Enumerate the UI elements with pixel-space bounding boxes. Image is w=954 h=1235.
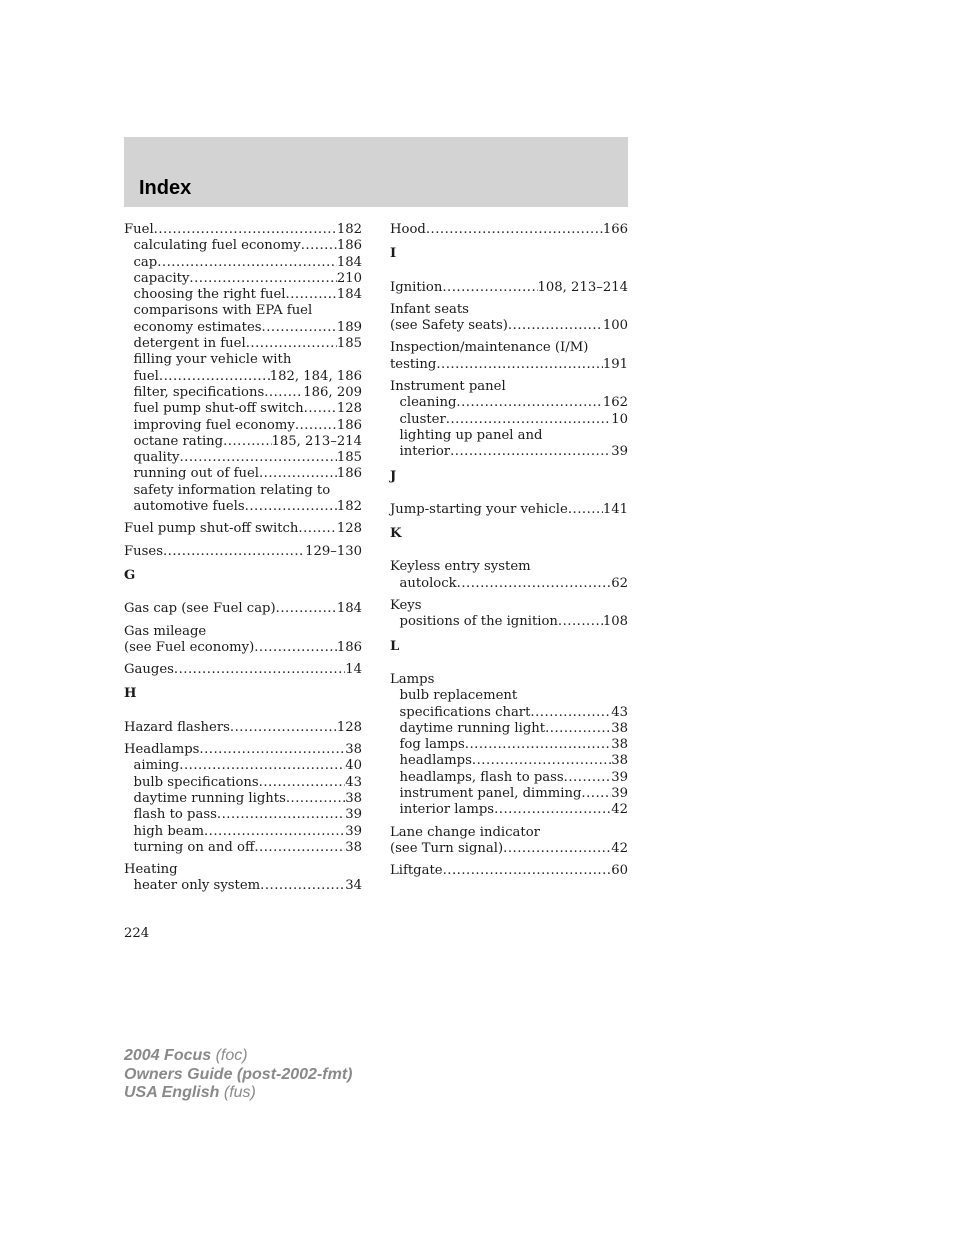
- index-section-letter: G: [124, 567, 136, 583]
- index-subentry-line: [124, 824, 362, 840]
- index-term: economy estimates: [133, 319, 262, 335]
- index-subentry-line: [124, 807, 362, 823]
- index-section-letter: L: [390, 638, 400, 654]
- index-subentry-line: [124, 303, 362, 319]
- index-column-right: [390, 222, 628, 886]
- index-subentry-line: [124, 450, 362, 466]
- index-entry: [124, 862, 362, 895]
- index-term: Hazard flashers: [124, 719, 230, 735]
- index-subentry-line: [124, 434, 362, 450]
- index-term: Inspection/maintenance (I/M): [390, 340, 589, 356]
- index-section-letter: I: [390, 246, 397, 262]
- dot-leader: [508, 318, 603, 334]
- index-page-ref: 184: [336, 254, 362, 270]
- index-section-letter: J: [390, 468, 397, 484]
- index-page-ref: 128: [336, 521, 362, 537]
- index-term: daytime running light: [399, 720, 546, 736]
- index-term: turning on and off: [133, 839, 255, 855]
- dot-leader: [301, 238, 337, 254]
- dot-leader: [159, 369, 270, 385]
- index-term: safety information relating to: [133, 482, 331, 498]
- index-subentry-line: [390, 395, 628, 411]
- index-subentry-line: [124, 878, 362, 894]
- index-term: Fuel pump shut-off switch: [124, 521, 299, 537]
- index-entry-line: [124, 601, 362, 617]
- document-footer: [124, 1047, 352, 1103]
- footer-line-1: [124, 1047, 352, 1066]
- index-page-ref: 38: [611, 737, 628, 753]
- index-term: improving fuel economy: [133, 417, 295, 433]
- index-subentry-line: [124, 418, 362, 434]
- dot-leader: [217, 807, 345, 823]
- index-entry-line: [124, 640, 362, 656]
- index-term: headlamps: [399, 753, 472, 769]
- index-page-ref: 42: [611, 802, 628, 818]
- index-subentry-line: [390, 428, 628, 444]
- index-entry: [390, 502, 628, 518]
- dot-leader: [179, 450, 336, 466]
- index-entry-line: [390, 502, 628, 518]
- index-page-ref: 182: [336, 499, 362, 515]
- index-page-ref: 39: [611, 769, 628, 785]
- index-term: Jump-starting your vehicle: [390, 501, 568, 517]
- index-page-ref: 10: [611, 411, 628, 427]
- index-term: Gas cap (see Fuel cap): [124, 601, 276, 617]
- dot-leader: [259, 775, 346, 791]
- index-subentry-line: [390, 802, 628, 818]
- index-page-ref: 182, 184, 186: [269, 368, 362, 384]
- index-term: Keys: [390, 598, 422, 614]
- index-entry: [390, 280, 628, 296]
- index-subentry-line: [124, 499, 362, 515]
- index-page-ref: 34: [345, 878, 362, 894]
- index-term: interior lamps: [399, 802, 495, 818]
- index-term: choosing the right fuel: [133, 287, 286, 303]
- dot-leader: [259, 466, 337, 482]
- index-term: Infant seats: [390, 301, 469, 317]
- dot-leader: [581, 786, 611, 802]
- index-term: Lane change indicator: [390, 824, 540, 840]
- index-term: Gauges: [124, 662, 174, 678]
- index-entry: [390, 222, 628, 238]
- index-term: heater only system: [133, 878, 261, 894]
- index-term: high beam: [133, 823, 204, 839]
- index-subentry-line: [124, 791, 362, 807]
- index-term: filter, specifications: [133, 384, 265, 400]
- index-page-ref: 186, 209: [303, 384, 362, 400]
- index-subentry-line: [124, 758, 362, 774]
- dot-leader: [199, 742, 345, 758]
- index-term: filling your vehicle with: [133, 352, 292, 368]
- dot-leader: [295, 418, 337, 434]
- index-term: Hood: [390, 222, 426, 237]
- index-subentry-line: [390, 412, 628, 428]
- index-entry: [124, 662, 362, 678]
- index-term: quality: [133, 450, 180, 466]
- dot-leader: [465, 737, 611, 753]
- index-subentry-line: [124, 336, 362, 352]
- dot-leader: [157, 255, 337, 271]
- footer-line-3-rest: (fus): [219, 1084, 256, 1101]
- index-entry: [124, 544, 362, 560]
- index-page-ref: 39: [345, 807, 362, 823]
- dot-leader: [298, 521, 336, 537]
- index-page-ref: 128: [336, 401, 362, 417]
- index-term: instrument panel, dimming: [399, 786, 582, 802]
- index-term: fuel: [133, 368, 159, 384]
- dot-leader: [558, 614, 603, 630]
- index-term: Fuses: [124, 543, 163, 559]
- index-subentry-line: [124, 238, 362, 254]
- index-term: specifications chart: [399, 704, 531, 720]
- footer-line-2-bold: Owners Guide (post-2002-fmt): [124, 1065, 353, 1083]
- index-subentry-line: [390, 444, 628, 460]
- index-entry-line: [390, 598, 628, 614]
- index-column-left: [124, 222, 362, 901]
- index-entry: [124, 521, 362, 537]
- index-entry-line: [390, 672, 628, 688]
- index-entry: [124, 601, 362, 617]
- dot-leader: [442, 280, 537, 296]
- dot-leader: [223, 434, 271, 450]
- index-page-ref: 43: [345, 774, 362, 790]
- dot-leader: [264, 385, 303, 401]
- index-entry-line: [124, 720, 362, 736]
- index-entry-line: [124, 521, 362, 537]
- dot-leader: [286, 287, 337, 303]
- index-entry-line: [124, 742, 362, 758]
- index-page-ref: 210: [336, 270, 362, 286]
- dot-leader: [245, 499, 337, 515]
- index-term: cleaning: [399, 395, 457, 411]
- index-page-ref: 186: [336, 639, 362, 655]
- index-header-band: [124, 137, 628, 207]
- index-entry: [390, 863, 628, 879]
- dot-leader: [286, 791, 345, 807]
- dot-leader: [456, 395, 602, 411]
- index-page-ref: 38: [611, 720, 628, 736]
- index-entry-line: [390, 340, 628, 356]
- index-page-ref: 185: [336, 336, 362, 352]
- dot-leader: [545, 721, 611, 737]
- index-page-ref: 42: [611, 840, 628, 856]
- dot-leader: [260, 878, 345, 894]
- index-page-ref: 162: [602, 395, 628, 411]
- index-page-ref: 39: [345, 823, 362, 839]
- index-entry-line: [124, 222, 362, 238]
- index-term: octane rating: [133, 433, 224, 449]
- index-page-ref: 38: [345, 790, 362, 806]
- index-term: Fuel: [124, 222, 154, 237]
- index-entry-line: [390, 302, 628, 318]
- index-term: fuel pump shut-off switch: [133, 401, 304, 417]
- dot-leader: [436, 357, 603, 373]
- index-entry-line: [124, 544, 362, 560]
- index-term: autolock: [399, 575, 457, 591]
- dot-leader: [246, 336, 337, 352]
- index-subentry-line: [124, 775, 362, 791]
- dot-leader: [530, 705, 611, 721]
- index-page-ref: 185: [336, 450, 362, 466]
- page-number: 224: [124, 926, 150, 941]
- index-subentry-line: [390, 614, 628, 630]
- index-entry-line: [390, 559, 628, 575]
- index-page-ref: 40: [345, 758, 362, 774]
- index-subentry-line: [124, 271, 362, 287]
- index-page-ref: 14: [345, 662, 362, 678]
- index-section-letter: H: [124, 686, 137, 702]
- index-entry-line: [390, 222, 628, 238]
- index-page-ref: 186: [336, 238, 362, 254]
- index-page-ref: 38: [345, 839, 362, 855]
- index-term: (see Safety seats): [390, 318, 508, 334]
- index-subentry-line: [124, 385, 362, 401]
- index-page-ref: 108, 213–214: [537, 279, 628, 295]
- index-subentry-line: [390, 737, 628, 753]
- dot-leader: [204, 824, 345, 840]
- index-entry: [390, 559, 628, 592]
- index-term: cap: [133, 254, 158, 270]
- index-term: lighting up panel and: [399, 427, 543, 443]
- index-entry: [390, 672, 628, 819]
- index-entry: [124, 742, 362, 856]
- index-term: Headlamps: [124, 742, 200, 758]
- index-page-ref: 38: [611, 753, 628, 769]
- index-subentry-line: [390, 721, 628, 737]
- index-section-letter: K: [390, 526, 402, 542]
- index-term: fog lamps: [399, 737, 465, 753]
- index-entry: [390, 302, 628, 335]
- index-subentry-line: [124, 840, 362, 856]
- dot-leader: [230, 720, 337, 736]
- index-page-ref: 108: [602, 614, 628, 630]
- dot-leader: [457, 576, 612, 592]
- dot-leader: [446, 412, 611, 428]
- index-entry: [390, 825, 628, 858]
- footer-line-1-bold: 2004 Focus: [124, 1047, 212, 1064]
- index-page-ref: 100: [602, 318, 628, 334]
- dot-leader: [443, 863, 612, 879]
- index-entry-line: [124, 662, 362, 678]
- index-entry: [390, 379, 628, 460]
- index-subentry-line: [124, 320, 362, 336]
- index-page-ref: 128: [336, 719, 362, 735]
- index-entry-line: [390, 318, 628, 334]
- index-term: capacity: [133, 270, 190, 286]
- index-term: running out of fuel: [133, 466, 259, 482]
- index-page-ref: 60: [611, 863, 628, 879]
- index-entry: [124, 624, 362, 657]
- dot-leader: [189, 271, 336, 287]
- index-subentry-line: [124, 401, 362, 417]
- index-subentry-line: [390, 753, 628, 769]
- index-term: Keyless entry system: [390, 559, 531, 575]
- index-subentry-line: [124, 483, 362, 499]
- index-term: calculating fuel economy: [133, 238, 301, 254]
- index-term: comparisons with EPA fuel: [133, 303, 313, 319]
- index-term: Gas mileage: [124, 623, 207, 639]
- index-subentry-line: [390, 705, 628, 721]
- index-term: (see Turn signal): [390, 840, 504, 856]
- dot-leader: [503, 841, 611, 857]
- index-term: bulb replacement: [399, 688, 518, 704]
- dot-leader: [254, 640, 337, 656]
- index-page-ref: 191: [602, 356, 628, 372]
- index-term: positions of the ignition: [399, 614, 558, 630]
- footer-line-3-bold: USA English: [124, 1084, 220, 1101]
- index-term: cluster: [399, 411, 446, 427]
- index-page-ref: 141: [602, 501, 628, 517]
- dot-leader: [276, 601, 337, 617]
- index-term: testing: [390, 356, 437, 372]
- dot-leader: [494, 802, 611, 818]
- index-entry-line: [124, 624, 362, 640]
- dot-leader: [179, 758, 345, 774]
- index-subentry-line: [124, 352, 362, 368]
- index-entry: [124, 222, 362, 515]
- index-term: Instrument panel: [390, 379, 506, 395]
- index-page-ref: 189: [336, 319, 362, 335]
- index-term: aiming: [133, 758, 180, 774]
- dot-leader: [262, 320, 337, 336]
- index-page-ref: 39: [611, 444, 628, 460]
- dot-leader: [450, 444, 611, 460]
- page-title: Index: [139, 177, 192, 199]
- index-page-ref: 38: [345, 742, 362, 758]
- index-page-ref: 62: [611, 575, 628, 591]
- index-page-ref: 184: [336, 601, 362, 617]
- dot-leader: [304, 401, 337, 417]
- index-term: automotive fuels: [133, 499, 245, 515]
- index-term: Ignition: [390, 279, 443, 295]
- dot-leader: [163, 544, 305, 560]
- index-entry-line: [390, 357, 628, 373]
- index-term: daytime running lights: [133, 790, 286, 806]
- index-page-ref: 186: [336, 417, 362, 433]
- index-term: Liftgate: [390, 863, 443, 879]
- index-term: headlamps, flash to pass: [399, 769, 564, 785]
- index-subentry-line: [390, 786, 628, 802]
- index-entry-line: [390, 280, 628, 296]
- index-entry-line: [390, 825, 628, 841]
- index-subentry-line: [390, 770, 628, 786]
- index-term: (see Fuel economy): [124, 639, 255, 655]
- dot-leader: [154, 222, 337, 238]
- index-term: flash to pass: [133, 807, 217, 823]
- index-term: interior: [399, 444, 451, 460]
- index-entry-line: [124, 862, 362, 878]
- index-page-ref: 43: [611, 704, 628, 720]
- index-subentry-line: [124, 255, 362, 271]
- dot-leader: [174, 662, 345, 678]
- index-page-ref: 129–130: [305, 543, 362, 559]
- index-subentry-line: [124, 466, 362, 482]
- index-term: Heating: [124, 862, 178, 878]
- index-entry: [124, 720, 362, 736]
- index-subentry-line: [390, 688, 628, 704]
- index-page-ref: 185, 213–214: [271, 433, 362, 449]
- index-page-ref: 166: [602, 222, 628, 237]
- footer-line-2: [124, 1066, 352, 1085]
- index-term: bulb specifications: [133, 774, 259, 790]
- index-subentry-line: [390, 576, 628, 592]
- index-term: detergent in fuel: [133, 336, 246, 352]
- dot-leader: [426, 222, 603, 238]
- dot-leader: [568, 502, 603, 518]
- index-entry: [390, 598, 628, 631]
- index-page-ref: 182: [336, 222, 362, 237]
- index-page-ref: 184: [336, 287, 362, 303]
- index-page-ref: 39: [611, 786, 628, 802]
- dot-leader: [472, 753, 611, 769]
- dot-leader: [254, 840, 345, 856]
- index-entry-line: [390, 841, 628, 857]
- footer-line-1-rest: (foc): [211, 1047, 248, 1064]
- index-entry: [390, 340, 628, 373]
- index-subentry-line: [124, 369, 362, 385]
- index-entry-line: [390, 379, 628, 395]
- footer-line-3: [124, 1084, 352, 1103]
- index-subentry-line: [124, 287, 362, 303]
- dot-leader: [564, 770, 612, 786]
- index-term: Lamps: [390, 671, 435, 687]
- index-entry-line: [390, 863, 628, 879]
- index-page-ref: 186: [336, 466, 362, 482]
